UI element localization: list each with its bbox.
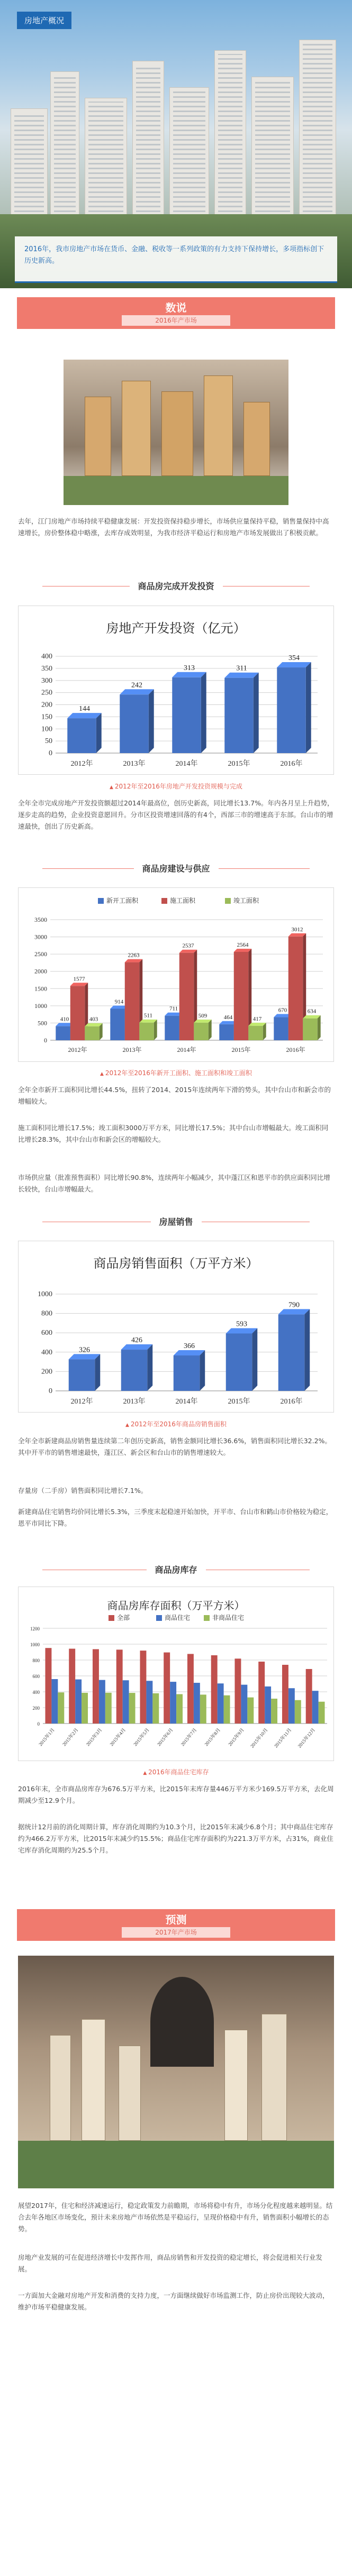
building-illustration: [169, 87, 209, 230]
y-tick-label: 3500: [34, 916, 47, 923]
subheading-inventory: 商品房库存: [0, 1559, 352, 1580]
section-subtitle: 2016年产市场: [122, 315, 230, 326]
bar: [179, 953, 194, 1040]
bar: [265, 1686, 271, 1724]
y-tick-label: 50: [45, 737, 52, 746]
forecast-paragraph-3: 一方面加大金融对房地产开发和消费的支持力度，一方面继续做好市场监测工作，防止房价出现较大波动，维护市场平稳健康发展。: [18, 2291, 329, 2311]
bar: [274, 1017, 288, 1040]
bar: [218, 1683, 224, 1724]
data-label: 593: [236, 1320, 247, 1328]
chart-caption: ▲ 2012年至2016年新开工面积、施工面积和竣工面积: [0, 1068, 352, 1077]
bar-side: [95, 1354, 100, 1391]
x-tick-label: 2013年: [123, 760, 146, 768]
bar: [120, 694, 148, 753]
inventory-paragraph-2: 据统计12月前的消化周期计算，库存消化周期约为10.3个月，比2015年末减少6.8个月；其中商品住宅库存约为466.2万平方米，比2015年末减少约15.5%；商品住宅库存面积约为221.3万平方米，占31%，商业住宅库存消化周期约为25.5个月。: [18, 1823, 333, 1854]
data-label: 1577: [73, 976, 85, 983]
data-label: 634: [307, 1008, 317, 1015]
bar: [172, 677, 201, 753]
bar: [70, 986, 85, 1040]
bar: [139, 1023, 154, 1040]
bar: [200, 1694, 206, 1724]
y-tick-label: 800: [32, 1658, 40, 1663]
chart-title: 商品房销售面积（万平方米）: [93, 1257, 259, 1271]
bar: [176, 1694, 183, 1724]
building-illustration: [299, 40, 336, 230]
section-title: 预测: [165, 1913, 187, 1926]
bar: [51, 1679, 58, 1724]
x-tick-label: 2014年: [175, 760, 198, 768]
bar: [295, 1700, 301, 1724]
section-banner-data: [0, 290, 352, 333]
investment-bar-chart: [19, 606, 333, 774]
bar: [58, 1692, 64, 1724]
bar: [105, 1693, 112, 1724]
y-tick-label: 1200: [30, 1626, 40, 1631]
building-illustration: [251, 77, 294, 230]
bar: [258, 1662, 265, 1724]
bar-side: [200, 1350, 205, 1391]
y-tick-label: 350: [41, 664, 52, 673]
y-tick-label: 200: [41, 1368, 52, 1376]
bar: [288, 1688, 295, 1724]
bar: [219, 1024, 233, 1040]
x-tick-label: 2014年: [177, 1046, 196, 1053]
bar-side: [201, 672, 206, 753]
x-tick-label: 2015年: [228, 760, 250, 768]
bar: [247, 1698, 254, 1724]
y-tick-label: 1000: [38, 1290, 52, 1298]
legend-swatch: [225, 898, 231, 904]
bar: [306, 1669, 312, 1724]
data-label: 311: [236, 664, 247, 673]
bar: [226, 1333, 252, 1391]
bar-top: [172, 672, 206, 677]
x-tick-label: 2016年: [286, 1046, 305, 1053]
y-tick-label: 400: [41, 1348, 52, 1356]
bar: [67, 718, 96, 753]
bar: [271, 1699, 277, 1724]
bar-top: [277, 662, 311, 667]
supply-paragraph-2: 施工面积同比增长17.5%；竣工面积3000万平方米，同比增长17.5%；其中台山市增幅最大。竣工面积同比增长28.3%，其中台山市和新会区的增幅较大。: [18, 1124, 329, 1143]
data-label: 464: [223, 1014, 233, 1021]
sales-bar-chart: [19, 1241, 333, 1412]
y-tick-label: 1500: [34, 985, 47, 993]
bar: [56, 1026, 70, 1040]
chart-title: 商品房库存面积（万平方米）: [107, 1600, 245, 1612]
y-tick-label: 2000: [34, 967, 47, 975]
x-tick-label: 2012年: [68, 1046, 87, 1053]
bar: [85, 1026, 99, 1040]
y-tick-label: 400: [41, 653, 52, 661]
x-tick-label: 2013年: [123, 1398, 146, 1406]
x-tick-label: 2015年3月: [85, 1727, 103, 1747]
x-tick-label: 2016年: [280, 1398, 303, 1406]
bar: [110, 1009, 124, 1040]
x-tick-label: 2015年: [231, 1046, 251, 1053]
investment-paragraph: 全年全市完成房地产开发投资额超过2014年最高位，创历史新高，同比增长13.7%。年内各月呈上升趋势，逐步走高的趋势，企业投资意愿回升。分市区投资增速回落的有4个，西部三市的增速高于东部。台山市的增速最快，创出了历史新高。: [18, 799, 334, 830]
bar: [75, 1680, 82, 1724]
legend-label: 商品住宅: [165, 1614, 191, 1621]
legend-label: 非商品住宅: [212, 1614, 245, 1621]
bar: [234, 952, 248, 1040]
chart-inventory: [18, 1587, 334, 1761]
building-illustration: [214, 50, 246, 230]
bar-top: [67, 713, 101, 718]
bar: [312, 1691, 319, 1724]
legend-label: 新开工面积: [106, 897, 139, 904]
data-label: 417: [252, 1015, 262, 1022]
chart-supply: [18, 887, 334, 1062]
legend-label: 竣工面积: [233, 897, 259, 904]
bar: [152, 1693, 159, 1724]
data-label: 790: [288, 1301, 300, 1309]
chart-sales: [18, 1241, 334, 1413]
x-tick-label: 2015年6月: [156, 1727, 174, 1747]
x-tick-label: 2016年: [280, 760, 303, 768]
chart-caption: ▲ 2016年商品住宅库存: [0, 1767, 352, 1776]
bar: [140, 1651, 146, 1724]
forecast-photo: [18, 1956, 334, 2188]
showroom-photo: [64, 360, 288, 505]
data-label: 914: [114, 998, 124, 1005]
bar-side: [147, 1344, 152, 1391]
bar-side: [149, 689, 154, 753]
bar: [170, 1682, 176, 1724]
y-tick-label: 1000: [30, 1642, 40, 1647]
legend-label: 全部: [117, 1614, 130, 1621]
bar: [125, 962, 139, 1040]
x-tick-label: 2015年: [228, 1398, 250, 1406]
section-title: 数说: [165, 301, 187, 314]
building-illustration: [11, 108, 48, 230]
bar: [211, 1655, 218, 1724]
data-label: 3012: [291, 926, 303, 933]
y-tick-label: 0: [49, 749, 52, 757]
sales-paragraph-2: 存量房（二手房）销售面积同比增长7.1%。: [18, 1487, 148, 1495]
section-subtitle: 2017年产市场: [122, 1927, 230, 1938]
bar: [241, 1685, 247, 1724]
x-tick-label: 2012年: [70, 1398, 93, 1406]
chart-caption: ▲ 2012年至2016年房地产开发投资规模与完成: [0, 782, 352, 791]
legend-swatch: [109, 1615, 114, 1621]
bar: [69, 1649, 75, 1724]
supply-paragraph-1: 全年全市新开工面积同比增长44.5%，扭转了2014、2015年连续两年下滑的势头，其中台山市和新会市的增幅较大。: [18, 1086, 331, 1105]
bar: [319, 1702, 325, 1724]
x-tick-label: 2015年4月: [109, 1727, 127, 1747]
y-tick-label: 0: [37, 1721, 40, 1727]
bar: [248, 1026, 263, 1040]
bar: [121, 1350, 148, 1391]
data-label: 2564: [237, 941, 249, 948]
sales-paragraph-1: 全年全市新建商品房销售量连续第二年创历史新高，销售金额同比增长36.6%，销售面积同比增长32.2%。其中开平市的销售增速最快，蓬江区、新会区和台山市的销售增速较大。: [18, 1437, 331, 1456]
x-tick-label: 2015年8月: [203, 1727, 222, 1747]
data-label: 670: [278, 1007, 287, 1014]
inventory-paragraph-1: 2016年末，全市商品房库存为676.5万平方米，比2015年末库存量446万平方米少169.5万平方米，去化周期减少至12.9个月。: [18, 1785, 334, 1804]
chart-title: 房地产开发投资（亿元）: [106, 622, 246, 636]
data-label: 326: [79, 1346, 90, 1354]
y-tick-label: 150: [41, 713, 52, 721]
x-tick-label: 2015年5月: [132, 1727, 150, 1747]
data-label: 144: [79, 705, 90, 713]
x-tick-label: 2015年7月: [179, 1727, 198, 1747]
bar: [116, 1649, 123, 1724]
hero-caption: 2016年，我市房地产市场在货币、金融、税收等一系列政策的有力支持下保持增长，多项指标创下历史新高。: [15, 236, 337, 283]
supply-grouped-bar-chart: [19, 888, 333, 1061]
building-illustration: [132, 61, 164, 230]
y-tick-label: 600: [41, 1329, 52, 1337]
forecast-paragraph-2: 房地产业发展的可在促进经济增长中发挥作用，商品房销售和开发投资的稳定增长，将会促进相关行业发展。: [18, 2253, 323, 2273]
legend-label: 施工面积: [170, 897, 196, 904]
intro-paragraph: 去年，江门房地产市场持续平稳健康发展：开发投资保持稳步增长，市场供应量保持平稳，销售量保持中高速增长，房价整体稳中略涨，去库存成效明显，为我市经济平稳运行和房地产市场发展做出了积极贡献。: [18, 517, 329, 537]
data-label: 426: [131, 1336, 142, 1345]
data-label: 403: [89, 1016, 98, 1023]
bar: [69, 1359, 95, 1391]
y-tick-label: 600: [32, 1674, 40, 1679]
y-tick-label: 800: [41, 1309, 52, 1318]
y-tick-label: 0: [49, 1387, 52, 1395]
y-tick-label: 0: [44, 1037, 47, 1044]
x-tick-label: 2015年1月: [38, 1727, 56, 1747]
bar: [224, 678, 253, 753]
y-tick-label: 400: [32, 1690, 40, 1695]
legend-swatch: [161, 898, 167, 904]
bar-side: [254, 673, 259, 753]
y-tick-label: 500: [38, 1019, 47, 1027]
building-illustration: [50, 71, 79, 230]
x-tick-label: 2012年: [70, 760, 93, 768]
bar-top: [224, 673, 258, 678]
bar: [288, 937, 303, 1040]
y-tick-label: 200: [41, 701, 52, 709]
bar: [129, 1693, 136, 1724]
bar: [234, 1658, 241, 1724]
y-tick-label: 1000: [34, 1002, 47, 1010]
bar: [99, 1680, 105, 1724]
section-tag: 房地产概况: [17, 12, 71, 29]
y-tick-label: 250: [41, 689, 52, 697]
hero-photo: [0, 0, 352, 288]
bar-side: [96, 713, 102, 753]
bar: [282, 1665, 288, 1724]
bar-top: [120, 689, 154, 694]
bar-top: [226, 1328, 258, 1333]
chart-investment: [18, 606, 334, 775]
building-illustration: [85, 98, 127, 230]
data-label: 2263: [128, 952, 140, 959]
bar-side: [209, 1020, 212, 1040]
bar-top: [121, 1344, 153, 1350]
y-tick-label: 3000: [34, 933, 47, 941]
data-label: 410: [60, 1016, 69, 1023]
x-tick-label: 2015年10月: [249, 1727, 269, 1749]
bar: [303, 1019, 317, 1040]
x-tick-label: 2015年9月: [227, 1727, 245, 1747]
bar: [224, 1695, 230, 1724]
y-tick-label: 2500: [34, 950, 47, 958]
y-tick-label: 100: [41, 725, 52, 734]
bar-side: [306, 662, 311, 753]
bar: [82, 1693, 88, 1724]
x-tick-label: 2015年2月: [61, 1727, 79, 1747]
bar: [187, 1654, 194, 1724]
section-banner-forecast: [0, 1902, 352, 1945]
legend-swatch: [204, 1615, 210, 1621]
bar: [146, 1681, 152, 1724]
x-tick-label: 2015年12月: [296, 1727, 317, 1749]
supply-paragraph-3: 市场供应量（批准预售面积）同比增长90.8%，连续两年小幅减少，其中蓬江区和恩平市的供应面积同比增长较快，台山市增幅最大。: [18, 1174, 330, 1193]
bar: [194, 1023, 208, 1040]
bar-side: [304, 1309, 310, 1391]
bar-top: [278, 1309, 310, 1314]
data-label: 511: [143, 1012, 153, 1019]
data-label: 366: [184, 1342, 195, 1351]
data-label: 711: [169, 1005, 178, 1012]
data-label: 2537: [182, 942, 194, 949]
y-tick-label: 300: [41, 676, 52, 685]
bar: [164, 1653, 170, 1724]
x-tick-label: 2015年11月: [273, 1727, 293, 1749]
bar-top: [69, 1354, 101, 1359]
bar: [277, 667, 305, 753]
bar-side: [154, 1020, 157, 1040]
bar-top: [174, 1350, 205, 1355]
data-label: 313: [184, 664, 195, 672]
bar: [278, 1314, 305, 1391]
data-label: 509: [198, 1012, 207, 1019]
data-label: 242: [131, 681, 142, 690]
legend-swatch: [156, 1615, 162, 1621]
bar: [93, 1649, 99, 1724]
y-tick-label: 200: [32, 1706, 40, 1711]
subheading-investment: 商品房完成开发投资: [0, 575, 352, 597]
chart-caption: ▲ 2012年至2016年商品房销售面积: [0, 1419, 352, 1428]
legend-swatch: [98, 898, 104, 904]
subheading-supply: 商品房建设与供应: [0, 858, 352, 879]
forecast-paragraph-1: 展望2017年，住宅和经济减速运行，稳定政策发力前瞻期，市场将稳中有升，市场分化程度越来越明显。结合去年各地区市场变化，预计未来房地产市场依然是平稳运行，呈现价格稳中有升，销售面积小幅增长的态势。: [18, 2202, 333, 2233]
bar: [174, 1355, 200, 1391]
subheading-sales: 房屋销售: [0, 1211, 352, 1232]
data-label: 354: [288, 654, 300, 663]
bar-side: [318, 1015, 321, 1040]
x-tick-label: 2014年: [175, 1398, 198, 1406]
sales-paragraph-3: 新建商品住宅销售均价同比增长5.3%，三季度末起稳速开始加快，开平市、台山市和鹤山市价格较为稳定，恩平市同比下降。: [18, 1508, 333, 1527]
bar: [194, 1683, 200, 1724]
bar-side: [252, 1328, 257, 1391]
x-tick-label: 2013年: [122, 1046, 142, 1053]
bar: [45, 1648, 51, 1724]
bar: [165, 1016, 179, 1040]
inventory-grouped-bar-chart: [19, 1587, 333, 1761]
bar: [123, 1680, 129, 1724]
